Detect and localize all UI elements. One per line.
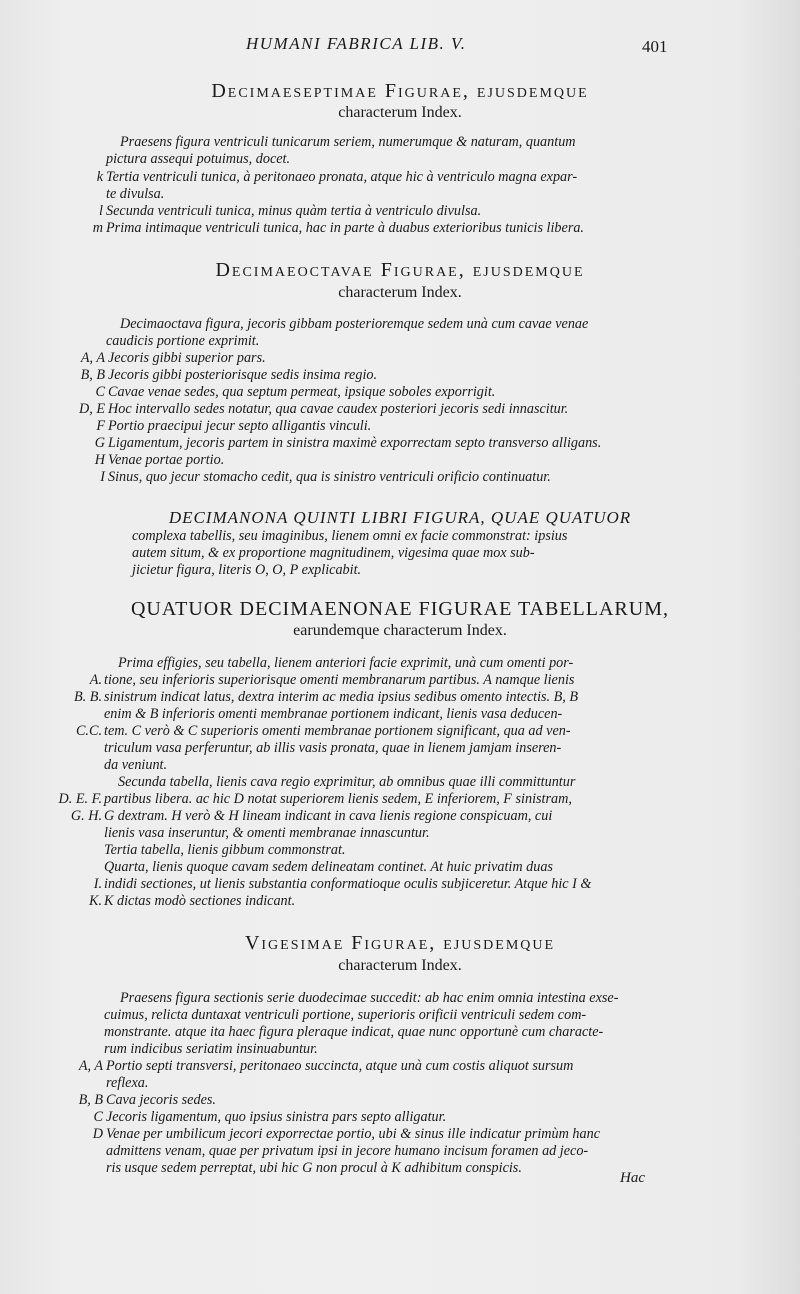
entry-text: Quarta, lienis quoque cavam sedem delineatam continet. At huic privatim duas: [104, 859, 553, 875]
entry-label: H: [94, 452, 105, 468]
running-head: HUMANI FABRICA LIB. V.: [246, 34, 467, 53]
entry-text: monstrante. atque ita haec figura pleraque indicat, quae nunc opportunè cum characte-: [104, 1024, 604, 1040]
entry-text: pictura assequi potuimus, docet.: [106, 151, 291, 167]
entry-text: triculum vasa perferuntur, ab illis vasis pronata, quae in lienem jamjam inseren-: [104, 740, 562, 756]
entry-text: Secunda ventriculi tunica, minus quàm tertia à ventriculo divulsa.: [106, 203, 482, 219]
entry-label: I.: [93, 876, 102, 892]
entry-text: tem. C verò & C superioris omenti membranae portionem significant, qua ad ven-: [104, 723, 571, 739]
entry-label: G: [94, 435, 105, 451]
entry-text: rum indicibus seriatim insinuabuntur.: [104, 1041, 318, 1057]
entry-label: C.C.: [75, 723, 102, 739]
entry-text: Cava jecoris sedes.: [106, 1092, 216, 1108]
entry-label: D, E: [78, 401, 105, 417]
entry-text: ris usque sedem perreptat, ubi hic G non procul à K adhibitum conspicis.: [106, 1160, 522, 1176]
entry-text: G dextram. H verò & H lineam indicant in cava lienis regione conspicuam, cui: [104, 808, 553, 824]
entry-label: B, B: [80, 367, 105, 383]
entry-label: A.: [89, 672, 102, 688]
entry-text: lienis vasa inseruntur, & omenti membranae innascuntur.: [104, 825, 430, 841]
entry-text: Hoc intervallo sedes notatur, qua cavae caudex posteriori jecoris sedi innascitur.: [108, 401, 569, 417]
entry-text: Tertia tabella, lienis gibbum commonstrat.: [104, 842, 346, 858]
section-subtitle: characterum Index.: [338, 957, 462, 974]
entry-text: da veniunt.: [104, 757, 168, 773]
entry-label: B, B: [78, 1092, 103, 1108]
catchword: Hac: [620, 1170, 645, 1186]
section-title: Vigesimae Figurae, ejusdemque: [244, 932, 556, 954]
entry-text: reflexa.: [106, 1075, 149, 1091]
entry-label: A, A: [78, 1058, 103, 1074]
entry-label: C: [93, 1109, 103, 1125]
entry-label: k: [96, 169, 103, 185]
entry-text: jicietur figura, literis O, O, P explicabit.: [132, 562, 362, 578]
entry-text: Venae portae portio.: [108, 452, 225, 468]
entry-text: Portio praecipui jecur septo alligantis vinculi.: [108, 418, 372, 434]
entry-label: B. B.: [74, 689, 102, 705]
entry-text: Praesens figura sectionis serie duodecimae succedit: ab hac enim omnia intestina exse-: [120, 990, 619, 1006]
entry-text: caudicis portione exprimit.: [106, 333, 260, 349]
section-title: DECIMANONA QUINTI LIBRI FIGURA, QUAE QUATUOR: [168, 508, 632, 527]
entry-text: sinistrum indicat latus, dextra interim ac media ipsius sedibus omento intectis. B, B: [104, 689, 579, 705]
section-title: Decimaeseptimae Figurae, ejusdemque: [211, 80, 589, 102]
entry-text: Portio septi transversi, peritonaeo succincta, atque unà cum costis aliquot sursum: [106, 1058, 574, 1074]
entry-text: Venae per umbilicum jecori exporrectae portio, ubi & sinus ille indicatur primùm hanc: [106, 1126, 600, 1142]
entry-text: Praesens figura ventriculi tunicarum seriem, numerumque & naturam, quantum: [120, 134, 576, 150]
entry-label: K.: [88, 893, 102, 909]
entry-label: I: [100, 469, 105, 485]
entry-label: G. H.: [70, 808, 102, 824]
section-title: Decimaeoctavae Figurae, ejusdemque: [215, 259, 585, 281]
entry-text: Tertia ventriculi tunica, à peritonaeo pronata, atque hic à ventriculo magna expar-: [106, 169, 578, 185]
entry-label: C: [95, 384, 105, 400]
section-subtitle: earundemque characterum Index.: [293, 622, 507, 639]
entry-text: cuimus, relicta duntaxat ventriculi portione, superioris orificii ventriculi sedem com-: [104, 1007, 587, 1023]
entry-text: Jecoris gibbi superior pars.: [108, 350, 266, 366]
section-subtitle: characterum Index.: [338, 104, 462, 121]
entry-text: te divulsa.: [106, 186, 165, 202]
entry-text: Prima effigies, seu tabella, lienem anteriori facie exprimit, unà cum omenti por-: [118, 655, 574, 671]
entry-text: Secunda tabella, lienis cava regio exprimitur, ab omnibus quae illi committuntur: [118, 774, 576, 790]
entry-text: K dictas modò sectiones indicant.: [104, 893, 296, 909]
entry-label: m: [92, 220, 103, 236]
entry-label: l: [99, 203, 103, 219]
entry-label: D: [92, 1126, 103, 1142]
entry-label: A, A: [80, 350, 105, 366]
entry-text: Prima intimaque ventriculi tunica, hac in parte à duabus exterioribus tunicis libera.: [106, 220, 584, 236]
entry-text: indidi sectiones, ut lienis substantia conformatioque oculis subjiceretur. Atque hic I &: [104, 876, 592, 892]
entry-text: Cavae venae sedes, qua septum permeat, ipsique soboles exporrigit.: [108, 384, 496, 400]
entry-text: Decimaoctava figura, jecoris gibbam posterioremque sedem unà cum cavae venae: [120, 316, 589, 332]
entry-text: Ligamentum, jecoris partem in sinistra maximè exporrectam septo transverso alligans.: [108, 435, 602, 451]
entry-text: Sinus, quo jecur stomacho cedit, qua is sinistro ventriculi orificio continuatur.: [108, 469, 551, 485]
entry-text: complexa tabellis, seu imaginibus, lienem omni ex facie commonstrat: ipsius: [132, 528, 568, 544]
entry-text: autem situm, & ex proportione magnitudinem, vigesima quae mox sub-: [132, 545, 535, 561]
page-header: [0, 34, 800, 58]
entry-text: admittens venam, quae per privatum ipsi in jecore humano incisum foramen ad jeco-: [106, 1143, 589, 1159]
entry-text: partibus libera. ac hic D notat superiorem lienis sedem, E inferiorem, F sinistram,: [104, 791, 572, 807]
entry-text: Jecoris ligamentum, quo ipsius sinistra pars septo alligatur.: [106, 1109, 447, 1125]
entry-text: enim & B inferioris omenti membranae portionem indicant, lienis vasa deducen-: [104, 706, 563, 722]
entry-text: tione, seu inferioris superiorisque omenti membranarum partibus. A namque lienis: [104, 672, 575, 688]
entry-text: Jecoris gibbi posteriorisque sedis insima regio.: [108, 367, 378, 383]
section-title: QUATUOR DECIMAENONAE FIGURAE TABELLARUM,: [130, 598, 670, 620]
entry-label: F: [96, 418, 105, 434]
section-subtitle: characterum Index.: [338, 284, 462, 301]
page-number: 401: [642, 37, 668, 56]
entry-label: D. E. F.: [58, 791, 102, 807]
